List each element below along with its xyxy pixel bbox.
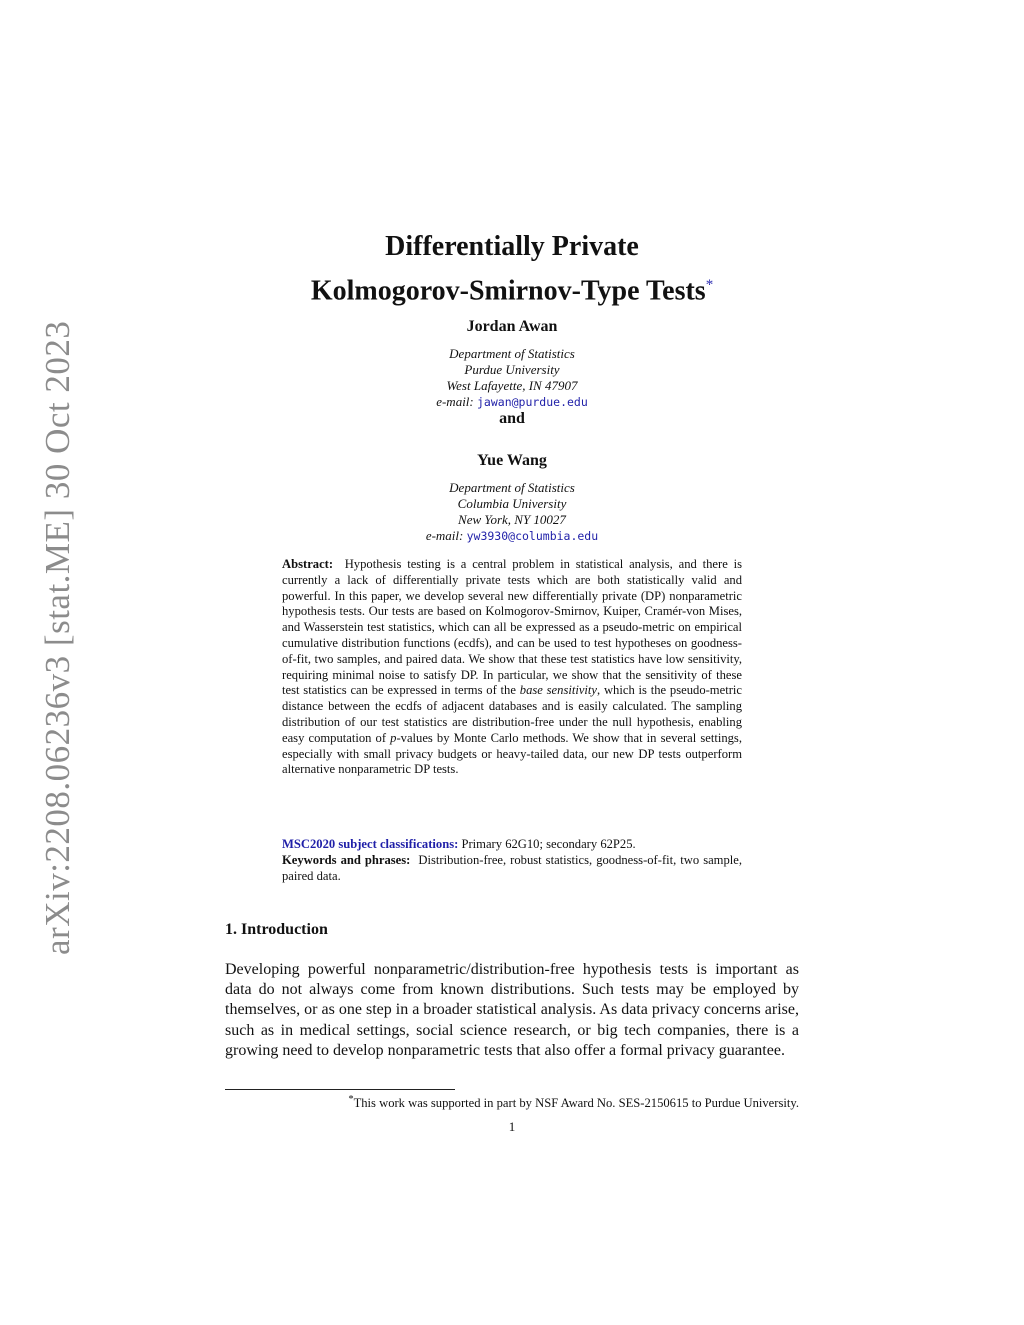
title-line-1: Differentially Private: [385, 231, 639, 262]
title-line-2: [200, 266, 824, 310]
footnote-mark: *: [348, 1094, 354, 1105]
abstract-label: Abstract:: [282, 557, 334, 571]
author-name: Yue Wang: [477, 452, 547, 469]
classification-block: [282, 836, 742, 884]
author-university: Columbia University: [457, 496, 567, 511]
section-heading-introduction: 1. Introduction: [225, 921, 328, 938]
and-separator: and: [499, 410, 525, 427]
abstract-text-2: , which is the pseudo-metric distance between the ecdfs of adjacent databases and is easily calculated. The sampling distribution of our test statistics are distribution-free under the null hypothesis, enabling easy computation of: [282, 683, 742, 745]
email-label: e-mail:: [436, 394, 474, 409]
msc-line: [282, 836, 742, 852]
page-number: 1: [508, 1119, 516, 1134]
title-line-2-text: Kolmogorov-Smirnov-Type Tests: [310, 275, 706, 307]
abstract-p-symbol: p: [390, 730, 397, 745]
introduction-paragraph: Developing powerful nonparametric/distribution-free hypothesis tests is important as data do not always come from known distributions. Such tests may be employed by themselves, or as one step in a broader statistical analysis. As data privacy concerns arise, such as in medical settings, social science research, or big tech companies, there is a growing need to develop nonparametric tests that also offer a formal privacy guarantee.: [225, 961, 799, 1059]
paper-title: [200, 228, 824, 310]
author-email-line: [262, 528, 762, 544]
abstract-text-1: Hypothesis testing is a central problem in statistical analysis, and there is currently a lack of differentially private tests which are both statistically valid and powerful. In this paper, we develop several new differentially private (DP) nonparametric hypothesis tests. Our tests are based on Kolmogorov-Smirnov, Kuiper, Cramér-von Mises, and Wasserstein test statistics, which can all be expressed as a pseudo-metric on empirical cumulative distribution functions (ecdfs), and can be used to test hypotheses on goodness-of-fit, two samples, and paired data. We show that these test statistics have low sensitivity, requiring minimal noise to satisfy DP. In particular, we show that the sensitivity of these test statistics can be expressed in terms of the: [282, 557, 743, 698]
abstract-italic-term: base sensitivity: [519, 683, 598, 698]
author-location: New York, NY 10027: [458, 512, 566, 527]
footnote-text: This work was supported in part by NSF Award No. SES-2150615 to Purdue University.: [353, 1096, 799, 1111]
author-department: Department of Statistics: [449, 480, 575, 495]
msc-value: Primary 62G10; secondary 62P25.: [461, 837, 636, 851]
author-block-1: [262, 318, 762, 428]
author-email-link[interactable]: yw3930@columbia.edu: [466, 529, 599, 543]
keywords-value: Distribution-free, robust statistics, goodness-of-fit, two sample, paired data.: [282, 853, 743, 883]
abstract: [282, 557, 742, 778]
keywords-label: Keywords and phrases:: [282, 853, 411, 867]
footnote-rule: [225, 1089, 455, 1090]
footnote: [225, 1094, 799, 1111]
author-block-2: [262, 452, 762, 544]
email-label: e-mail:: [425, 528, 464, 543]
author-email-line: [262, 394, 762, 410]
author-university: Purdue University: [464, 362, 560, 377]
title-footnote-mark[interactable]: *: [705, 277, 714, 293]
author-location: West Lafayette, IN 47907: [446, 378, 578, 393]
author-department: Department of Statistics: [449, 346, 575, 361]
arxiv-identifier-stamp: arXiv:2208.06236v3 [stat.ME] 30 Oct 2023: [38, 320, 77, 955]
author-email-link[interactable]: jawan@purdue.edu: [477, 395, 588, 409]
msc-label-link[interactable]: MSC2020 subject classifications:: [282, 837, 459, 851]
keywords-line: [282, 852, 742, 884]
author-name: Jordan Awan: [466, 318, 558, 335]
abstract-text-3: -values by Monte Carlo methods. We show that in several settings, especially with small privacy budgets or heavy-tailed data, our new DP tests outperform alternative nonparametric DP tests.: [282, 730, 742, 777]
